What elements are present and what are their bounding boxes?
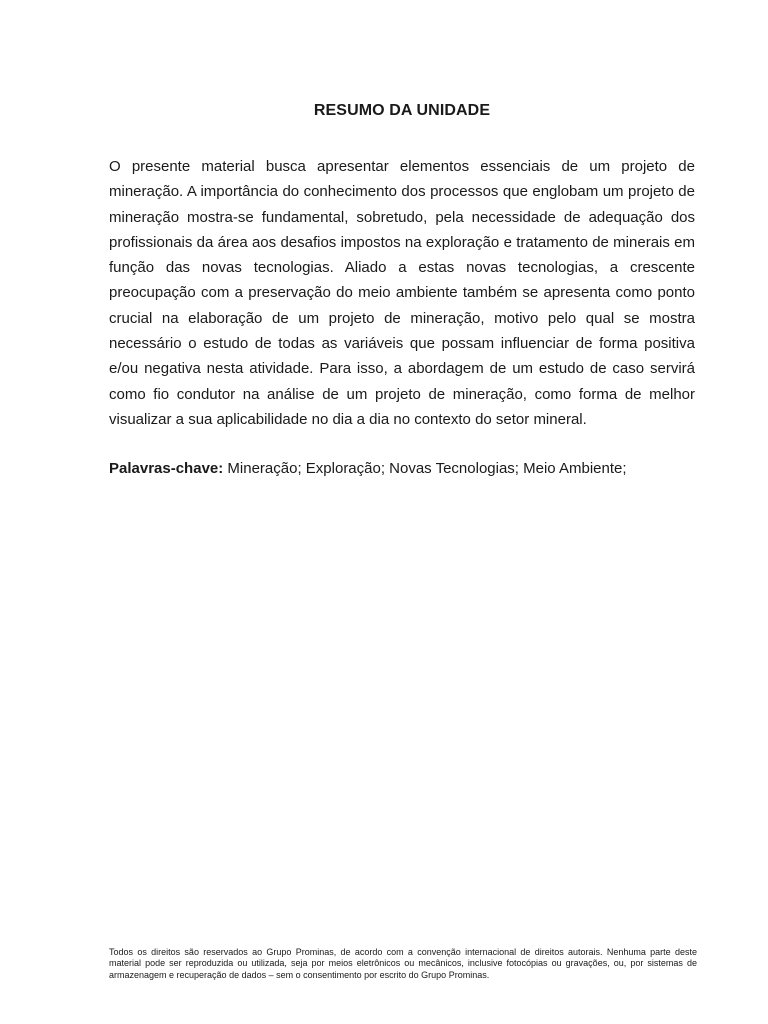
keywords-line: [109, 458, 709, 480]
copyright-notice: Todos os direitos são reservados ao Grupo Prominas, de acordo com a convenção internacional de direitos autorais. Nenhuma parte deste material pode ser reproduzida ou utilizada, seja por meios eletrônicos ou mecânicos, inclusive fotocópias ou gravações, ou, por sistemas de armazenagem e recuperação de dados – sem o consentimento por escrito do Grupo Prominas.: [109, 947, 697, 980]
keywords-values: Mineração; Exploração; Novas Tecnologias; Meio Ambiente;: [227, 460, 627, 477]
keywords-label: Palavras-chave:: [109, 460, 224, 477]
abstract-paragraph: O presente material busca apresentar elementos essenciais de um projeto de mineração. A importância do conhecimento dos processos que englobam um projeto de mineração mostra-se fundamental, sobretudo, pela necessidade de adequação dos profissionais da área aos desafios impostos na exploração e tratamento de minerais em função das novas tecnologias. Aliado a estas novas tecnologias, a crescente preocupação com a preservação do meio ambiente também se apresenta como ponto crucial na elaboração de um projeto de mineração, motivo pelo qual se mostra necessário o estudo de todas as variáveis que possam influenciar de forma positiva e/ou negativa nesta atividade. Para isso, a abordagem de um estudo de caso servirá como fio condutor na análise de um projeto de mineração, como forma de melhor visualizar a sua aplicabilidade no dia a dia no contexto do setor mineral.: [109, 158, 695, 428]
page-title: RESUMO DA UNIDADE: [313, 102, 491, 119]
